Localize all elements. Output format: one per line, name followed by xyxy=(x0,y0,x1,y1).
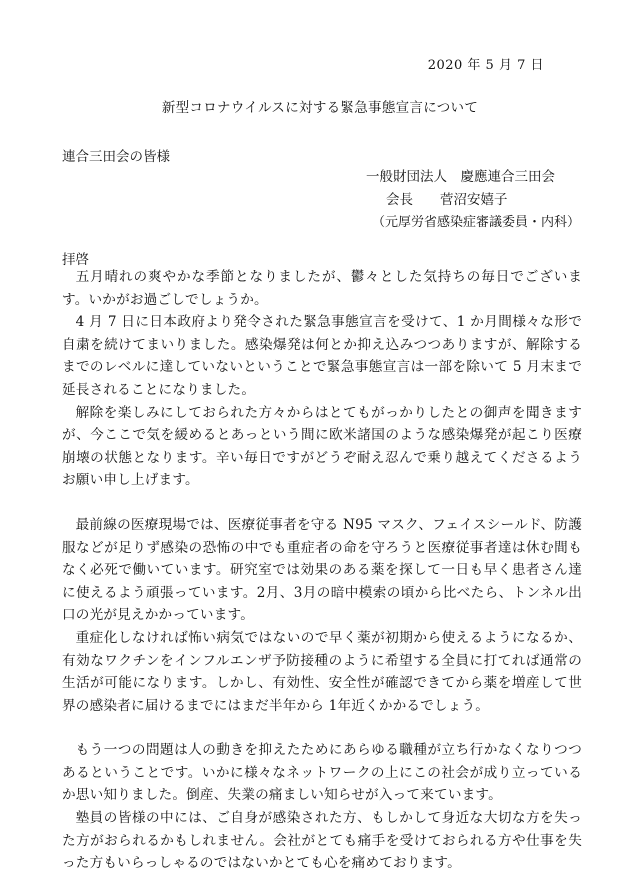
sender-representative: 会長 菅沼安嬉子 xyxy=(386,192,508,208)
body-paragraph: もう一つの問題は人の動きを抑えたためにあらゆる職種が立ち行かなくなりつつあるということです。いかに様々なネットワークの上にこの社会が成り立っているか思い知りました。倒産、失業の痛ましい知らせが入って来ています。 xyxy=(62,742,582,804)
body-paragraph: 塾員の皆様の中には、ご自身が感染された方、もしかして身近な大切な方を失った方がおられるかもしれません。会社がとても痛手を受けておられる方や仕事を失った方もいらっしゃるのではないかとても心を痛めております。 xyxy=(62,810,582,872)
paragraph-gap xyxy=(62,492,582,514)
body-paragraph: 解除を楽しみにしておられた方々からはとてもがっかりしたとの御声を聞きますが、今ここで気を緩めるとあっという間に欧米諸国のような感染爆発が起こり医療崩壊の状態となります。辛い毎日ですがどうぞ耐え忍んで乗り越えてくださるようお願い申し上げます。 xyxy=(62,404,582,489)
body-paragraph: 最前線の医療現場では、医療従事者を守る N95 マスク、フェイスシールド、防護服などが足りず感染の恐怖の中でも重症者の命を守ろうと医療従事者達は休む間もなく必死で働いています。研究室では効果のある薬を探して一日も早く患者さん達に使えるよう頑張っています。2月、3月の暗中模索の頃から比べたら、トンネル出口の光が見えかかっています。 xyxy=(62,516,582,624)
letter-body xyxy=(62,266,582,875)
sender-organization: 一般財団法人 慶應連合三田会 xyxy=(366,169,555,185)
letter-title: 新型コロナウイルスに対する緊急事態宣言について xyxy=(161,100,479,116)
paragraph-gap xyxy=(62,717,582,739)
body-paragraph: 4 月 7 日に日本政府より発令された緊急事態宣言を受けて、1 か月間様々な形で自粛を続けてまいりました。感染爆発は何とか抑え込みつつありますが、解除するまでのレベルに達していないということで緊急事態宣言は一部を除いて 5 月末まで延長されることになりました。 xyxy=(62,314,582,398)
recipient-line: 連合三田会の皆様 xyxy=(62,149,170,165)
letter-opening: 拝啓 xyxy=(62,252,89,268)
letter-date: 2020 年 5 月 7 日 xyxy=(427,58,544,73)
body-paragraph: 重症化しなければ怖い病気ではないので早く薬が初期から使えるようになるか、有効なワクチンをインフルエンザ予防接種のように希望する全員に打てれば通常の生活が可能になります。しかし、有効性、安全性が確認できてから薬を増産して世界の感染者に届けるまでにはまだ半年から 1年近くかかるでしょう。 xyxy=(62,629,582,714)
body-paragraph: 五月晴れの爽やかな季節となりましたが、鬱々とした気持ちの毎日でございます。いかがお過ごしでしょうか。 xyxy=(62,269,582,308)
sender-affiliation: （元厚労省感染症審議委員・内科） xyxy=(372,215,581,230)
